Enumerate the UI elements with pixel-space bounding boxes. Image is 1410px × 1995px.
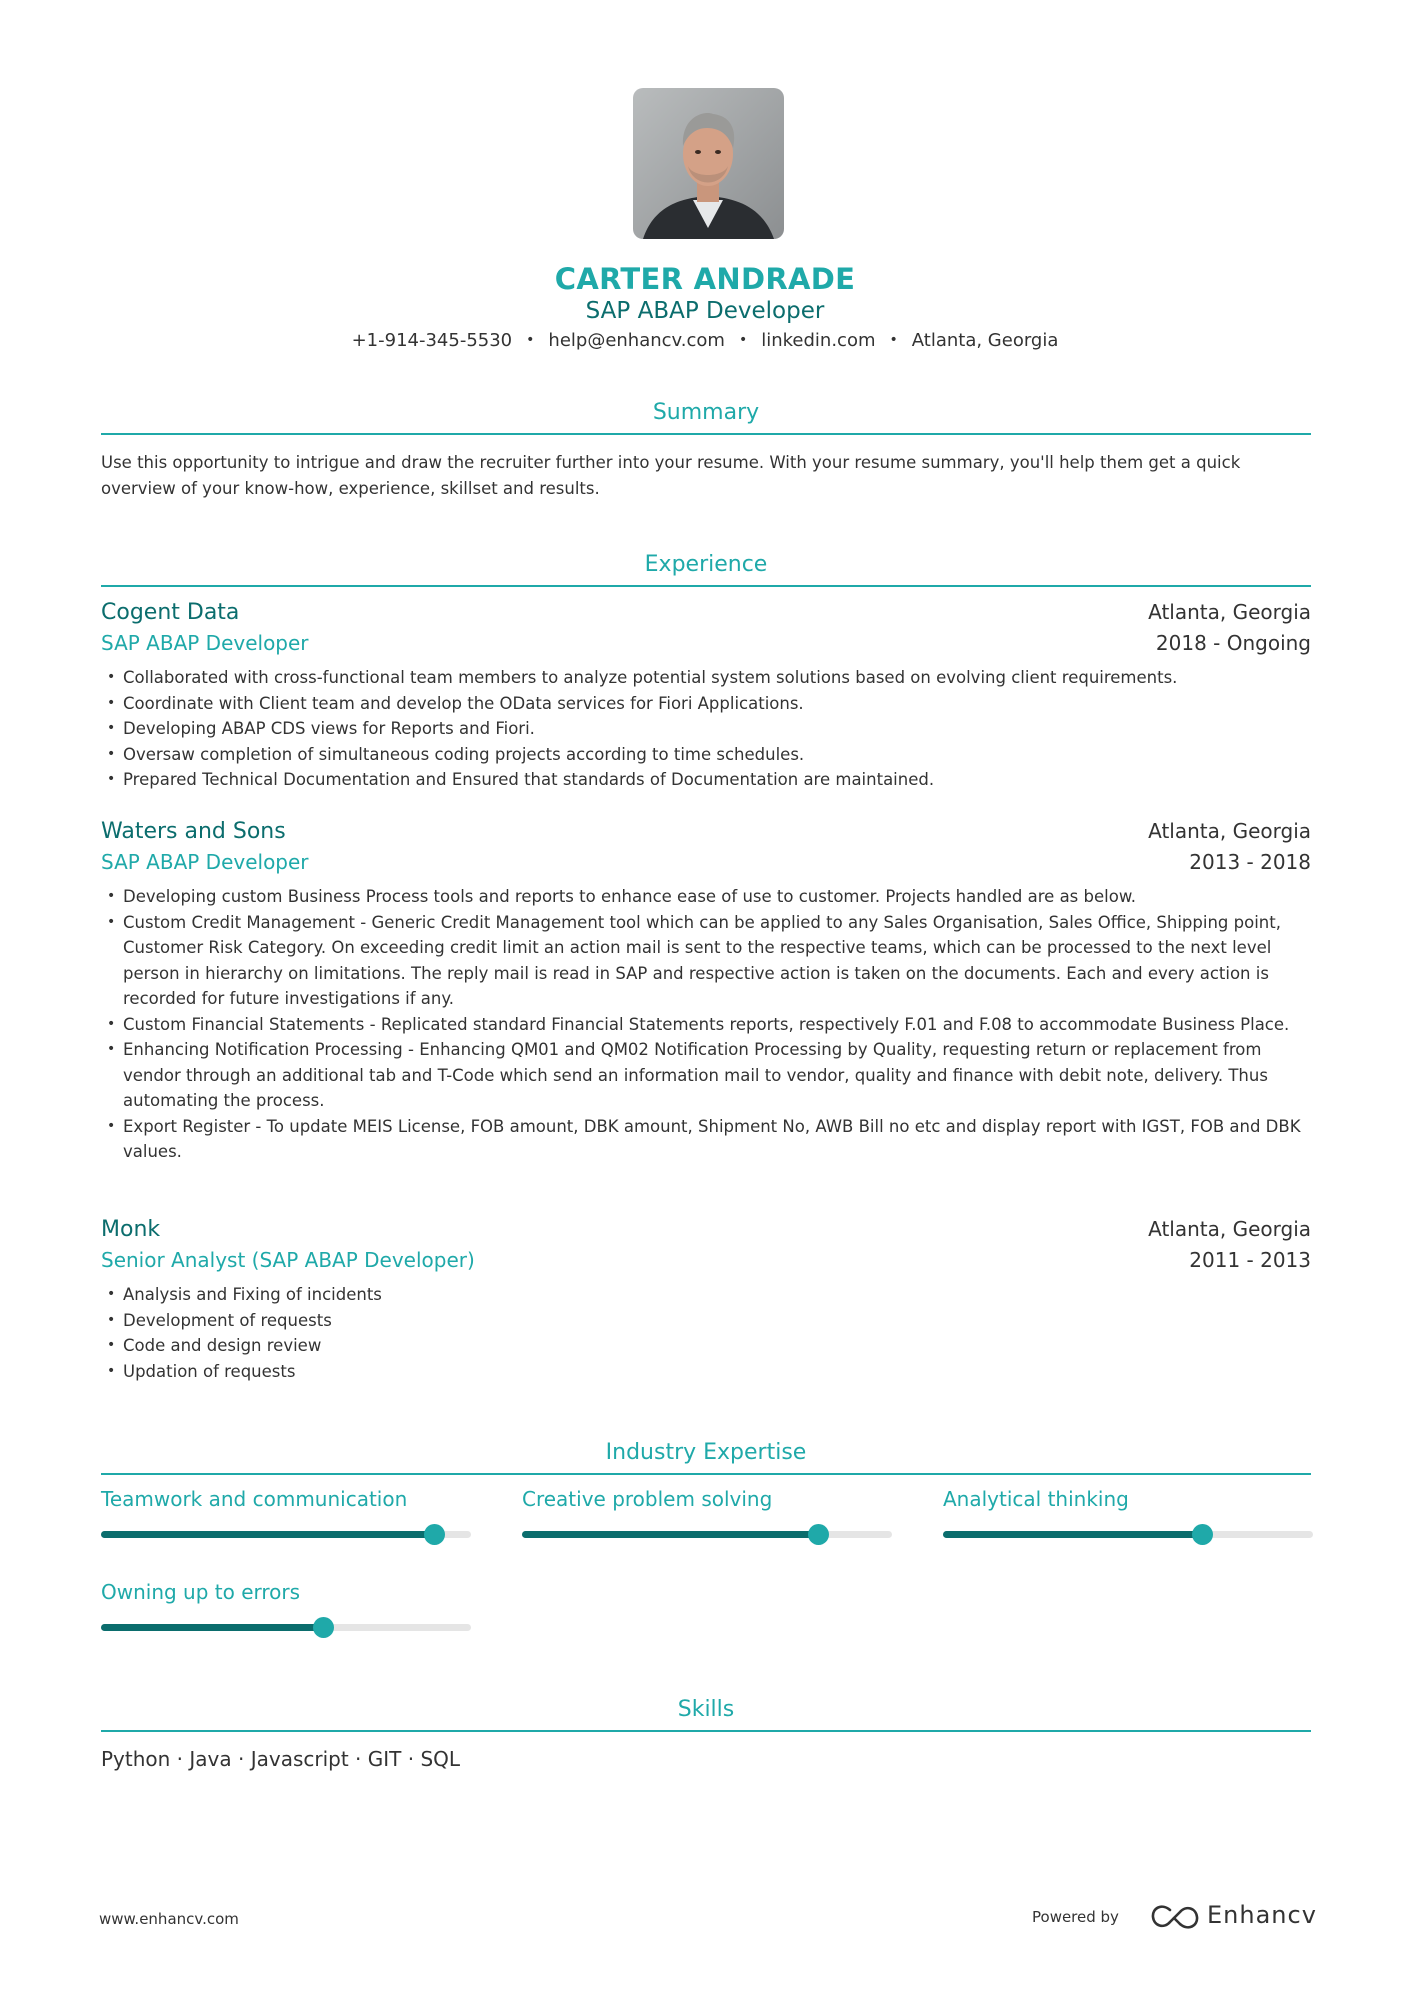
candidate-headline: SAP ABAP Developer <box>585 298 825 324</box>
contact-line <box>0 330 1410 351</box>
skills-divider <box>101 1730 1311 1732</box>
contact-separator: • <box>526 332 535 348</box>
job-role: SAP ABAP Developer <box>101 850 309 874</box>
skills-heading: Skills <box>677 1697 735 1722</box>
job-dates: 2011 - 2013 <box>1189 1248 1311 1272</box>
contact-email[interactable]: help@enhancv.com <box>548 330 725 351</box>
expertise-level-fill <box>101 1531 434 1538</box>
industry-expertise-divider <box>101 1473 1311 1475</box>
job-entry-waters-and-sons <box>101 819 1311 1165</box>
job-location: Atlanta, Georgia <box>1148 1217 1311 1241</box>
job-bullet: • Custom Financial Statements - Replicated standard Financial Statements reports, respectively F.01 and F.08 to accommodate Business Place. <box>101 1012 1311 1038</box>
expertise-level-fill <box>101 1624 323 1631</box>
industry-expertise-heading: Industry Expertise <box>605 1440 807 1465</box>
experience-heading: Experience <box>644 552 768 577</box>
job-bullet: • Enhancing Notification Processing - Enhancing QM01 and QM02 Notification Processing by Quality, requesting return or replacement from vendor through an additional tab and T-Code which send an information mail to vendor, quality and finance with debit note, delivery. Thus automating the process. <box>101 1037 1311 1114</box>
enhancv-logo-text: Enhancv <box>1207 1901 1317 1929</box>
expertise-level-bar <box>101 1624 471 1631</box>
expertise-label: Creative problem solving <box>522 1487 773 1511</box>
job-bullets <box>101 665 1311 793</box>
job-bullet: • Export Register - To update MEIS License, FOB amount, DBK amount, Shipment No, AWB Bill no etc and display report with IGST, FOB and DBK values. <box>101 1114 1311 1165</box>
expertise-label: Teamwork and communication <box>101 1487 408 1511</box>
powered-by-label: Powered by <box>1032 1908 1119 1926</box>
job-dates: 2018 - Ongoing <box>1155 631 1311 655</box>
experience-divider <box>101 585 1311 587</box>
contact-separator: • <box>738 332 748 348</box>
job-entry-cogent-data <box>101 600 1311 793</box>
expertise-level-knob <box>424 1524 445 1545</box>
job-company: Cogent Data <box>101 600 240 625</box>
enhancv-logo-icon <box>1150 1904 1200 1930</box>
summary-divider <box>101 433 1311 435</box>
job-entry-monk <box>101 1217 1311 1384</box>
job-bullets <box>101 1282 1311 1384</box>
expertise-level-fill <box>522 1531 818 1538</box>
contact-linkedin[interactable]: linkedin.com <box>761 330 876 351</box>
job-bullet: • Prepared Technical Documentation and Ensured that standards of Documentation are maintained. <box>101 767 1311 793</box>
skills-list: Python · Java · Javascript · GIT · SQL <box>101 1747 461 1771</box>
job-bullet: • Code and design review <box>101 1333 1311 1359</box>
expertise-item-creative <box>522 1487 892 1538</box>
expertise-level-knob <box>1192 1524 1213 1545</box>
portrait-image <box>633 88 784 239</box>
job-dates: 2013 - 2018 <box>1189 850 1311 874</box>
expertise-item-teamwork <box>101 1487 471 1538</box>
expertise-level-knob <box>808 1524 829 1545</box>
job-bullet: • Developing custom Business Process tools and reports to enhance ease of use to customer. Projects handled are as below. <box>101 884 1311 910</box>
job-bullets <box>101 884 1311 1165</box>
job-company: Monk <box>101 1217 161 1242</box>
contact-separator: • <box>889 332 898 348</box>
job-bullet: • Development of requests <box>101 1308 1311 1334</box>
job-company: Waters and Sons <box>101 819 286 844</box>
job-bullet: • Custom Credit Management - Generic Credit Management tool which can be applied to any Sales Organisation, Sales Office, Shipping point, Customer Risk Category. On exceeding credit limit an action mail is sent to the respective teams, which can be processed to the next level person in hierarchy on limitations. The reply mail is read in SAP and respective action is taken on the documents. Each and every action is recorded for future investigations if any. <box>101 910 1311 1012</box>
expertise-item-owning-errors <box>101 1580 471 1631</box>
job-bullet: • Updation of requests <box>101 1359 1311 1385</box>
summary-text: Use this opportunity to intrigue and draw the recruiter further into your resume. With your resume summary, you'll help them get a quick overview of your know-how, experience, skillset and results. <box>101 453 1241 498</box>
job-location: Atlanta, Georgia <box>1148 819 1311 843</box>
expertise-item-analytical <box>943 1487 1313 1538</box>
expertise-level-bar <box>522 1531 892 1538</box>
expertise-level-knob <box>313 1617 334 1638</box>
expertise-label: Analytical thinking <box>943 1487 1129 1511</box>
expertise-level-bar <box>101 1531 471 1538</box>
expertise-label: Owning up to errors <box>101 1580 301 1604</box>
candidate-name: CARTER ANDRADE <box>554 262 856 296</box>
job-role: SAP ABAP Developer <box>101 631 309 655</box>
job-bullet: • Coordinate with Client team and develop the OData services for Fiori Applications. <box>101 691 1311 717</box>
job-bullet: • Analysis and Fixing of incidents <box>101 1282 1311 1308</box>
job-bullet: • Oversaw completion of simultaneous coding projects according to time schedules. <box>101 742 1311 768</box>
job-location: Atlanta, Georgia <box>1148 600 1311 624</box>
expertise-level-bar <box>943 1531 1313 1538</box>
expertise-level-fill <box>943 1531 1202 1538</box>
profile-photo <box>633 88 784 239</box>
contact-phone[interactable]: +1-914-345-5530 <box>351 330 513 351</box>
summary-heading: Summary <box>652 400 760 425</box>
job-bullet: • Collaborated with cross-functional team members to analyze potential system solutions based on evolving client requirements. <box>101 665 1311 691</box>
contact-location: Atlanta, Georgia <box>911 330 1059 351</box>
job-role: Senior Analyst (SAP ABAP Developer) <box>101 1248 475 1272</box>
job-bullet: • Developing ABAP CDS views for Reports and Fiori. <box>101 716 1311 742</box>
footer-url[interactable]: www.enhancv.com <box>99 1910 239 1928</box>
